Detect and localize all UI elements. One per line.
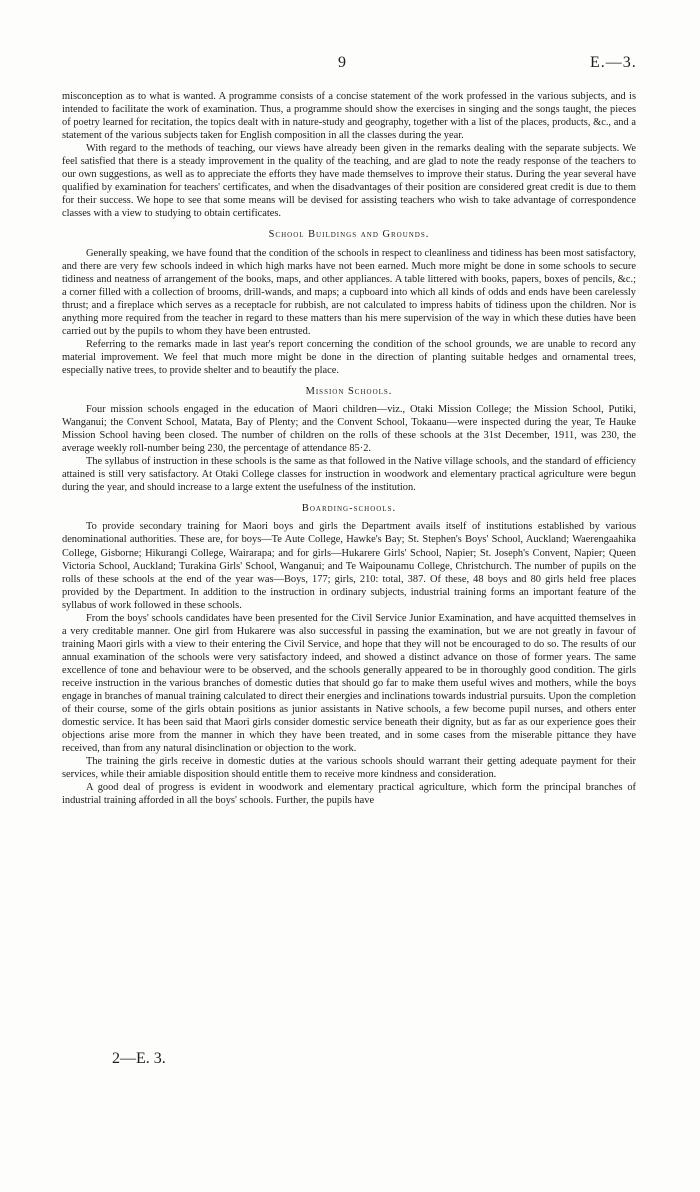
page-number: 9 bbox=[338, 54, 346, 71]
section-heading-buildings: School Buildings and Grounds. bbox=[268, 229, 430, 241]
document-reference: E.—3. bbox=[590, 54, 637, 71]
paragraph: To provide secondary training for Maori boys and girls the Department avails itself of institutions established by various denominational authorities. These are, for boys—Te Aute College, Hawke's Bay; St. Stephen's Boys' School, Auckland; Waerengaahika College, Gisborne; Hikurangi College, Wairarapa; and for girls—Hukarere Girls' School, Napier; St. Joseph's Convent, Napier; Queen Victoria School, Auckland; Turakina Girls' School, Wanganui; and Te Waipounamu College, Christchurch. The number of pupils on the rolls of these schools at the end of the year was—Boys, 177; girls, 210: total, 387. Of these, 48 boys and 80 girls held free places provided by the Department. In addition to the instruction in ordinary subjects, industrial training forms an important feature of the syllabus of work followed in these schools. bbox=[62, 521, 636, 611]
section-heading-mission: Mission Schools. bbox=[305, 385, 393, 397]
paragraph: From the boys' schools candidates have been presented for the Civil Service Junior Examination, and have acquitted themselves in a very creditable manner. One girl from Hukarere was also successful in passing the examination, but we are not greatly in favour of training Maori girls with a view to their entering the Civil Service, and hope that they will not be encouraged to do so. The results of our annual examination of the schools were very satisfactory indeed, and showed a distinct advance on those of former years. The same excellence of tone and behaviour were to be observed, and the schools generally appeared to be in thoroughly good condition. The girls receive instruction in the various branches of domestic duties that should go far to make them useful wives and mothers, while the boys engage in branches of manual training calculated to direct their energies and inclinations towards industrial pursuits. Upon the completion of their course, some of the girls obtain positions as junior assistants in Native schools, a few become pupil nurses, and others enter domestic service. It has been said that Maori girls consider domestic service beneath their dignity, but as far as our experience goes their objections arise more from the manner in which they have been treated, and in some cases from the miserable pittance they have received, than from any natural disinclination or objection to the work. bbox=[62, 612, 636, 755]
paragraph: The training the girls receive in domestic duties at the various schools should warrant their getting adequate payment for their services, while their amiable disposition should entitle them to receive more kindness and consideration. bbox=[62, 756, 636, 781]
section-heading-boarding: Boarding-schools. bbox=[301, 503, 397, 515]
paragraph: Referring to the remarks made in last year's report concerning the condition of the school grounds, we are unable to record any material improvement. We feel that much more might be done in the direction of planting suitable hedges and ornamental trees, especially native trees, to provide shelter and to beautify the place. bbox=[62, 338, 636, 376]
paragraph: Four mission schools engaged in the education of Maori children—viz., Otaki Mission College; the Mission School, Putiki, Wanganui; the Convent School, Matata, Bay of Plenty; and the Convent School, Tokaanu—were inspected during the year, Te Hauke Mission School having been closed. The number of children on the rolls of these schools at the 31st December, 1911, was 230, the average weekly roll-number being 230, the percentage of attendance 85·2. bbox=[62, 404, 636, 455]
footer-signature: 2—E. 3. bbox=[112, 1050, 166, 1067]
document-body bbox=[62, 90, 636, 807]
paragraph: A good deal of progress is evident in woodwork and elementary practical agriculture, which form the principal branches of industrial training afforded in all the boys' schools. Further, the pupils have bbox=[62, 782, 636, 807]
paragraph: Generally speaking, we have found that the condition of the schools in respect to cleanliness and tidiness has been most satisfactory, and there are very few schools indeed in which high marks have not been earned. Much more might be done in some schools to secure tidiness and neatness of arrangement of the books, maps, and other appliances. A table littered with books, papers, boxes of pencils, &c.; a corner filled with a collection of brooms, drill-wands, and maps; a cupboard into which all kinds of odds and ends have been carelessly thrust; and a fireplace which serves as a receptacle for rubbish, are not calculated to impress habits of tidiness upon the children. Nor is anything more required from the teacher in regard to these matters than his mere supervision of the way in which these duties have been carried out by the pupils to whom they have been entrusted. bbox=[62, 247, 636, 337]
paragraph: misconception as to what is wanted. A programme consists of a concise statement of the work professed in the various subjects, and is intended to facilitate the work of examination. Thus, a programme should show the exercises in singing and the songs taught, the pieces of poetry learned for recitation, the topics dealt with in nature-study and geography, together with a list of the places, products, &c., and a statement of the various subjects taken for English composition in all the classes during the year. bbox=[62, 91, 636, 142]
paragraph: The syllabus of instruction in these schools is the same as that followed in the Native village schools, and the standard of efficiency attained is still very satisfactory. At Otaki College classes for instruction in woodwork and elementary practical agriculture were begun during the year, and should increase to a large extent the usefulness of the institution. bbox=[62, 456, 636, 494]
paragraph: With regard to the methods of teaching, our views have already been given in the remarks dealing with the separate subjects. We feel satisfied that there is a steady improvement in the quality of the teaching, and are glad to note the ready response of the teachers to our own suggestions, as well as to appreciate the efforts they have made themselves to improve their status. During the year several have qualified by examination for teachers' certificates, and when the disadvantages of their position are considered great credit is due to them for their success. We hope to see that some means will be devised for assisting teachers who wish to take advantage of correspondence classes with a view to studying to obtain certificates. bbox=[62, 143, 636, 220]
